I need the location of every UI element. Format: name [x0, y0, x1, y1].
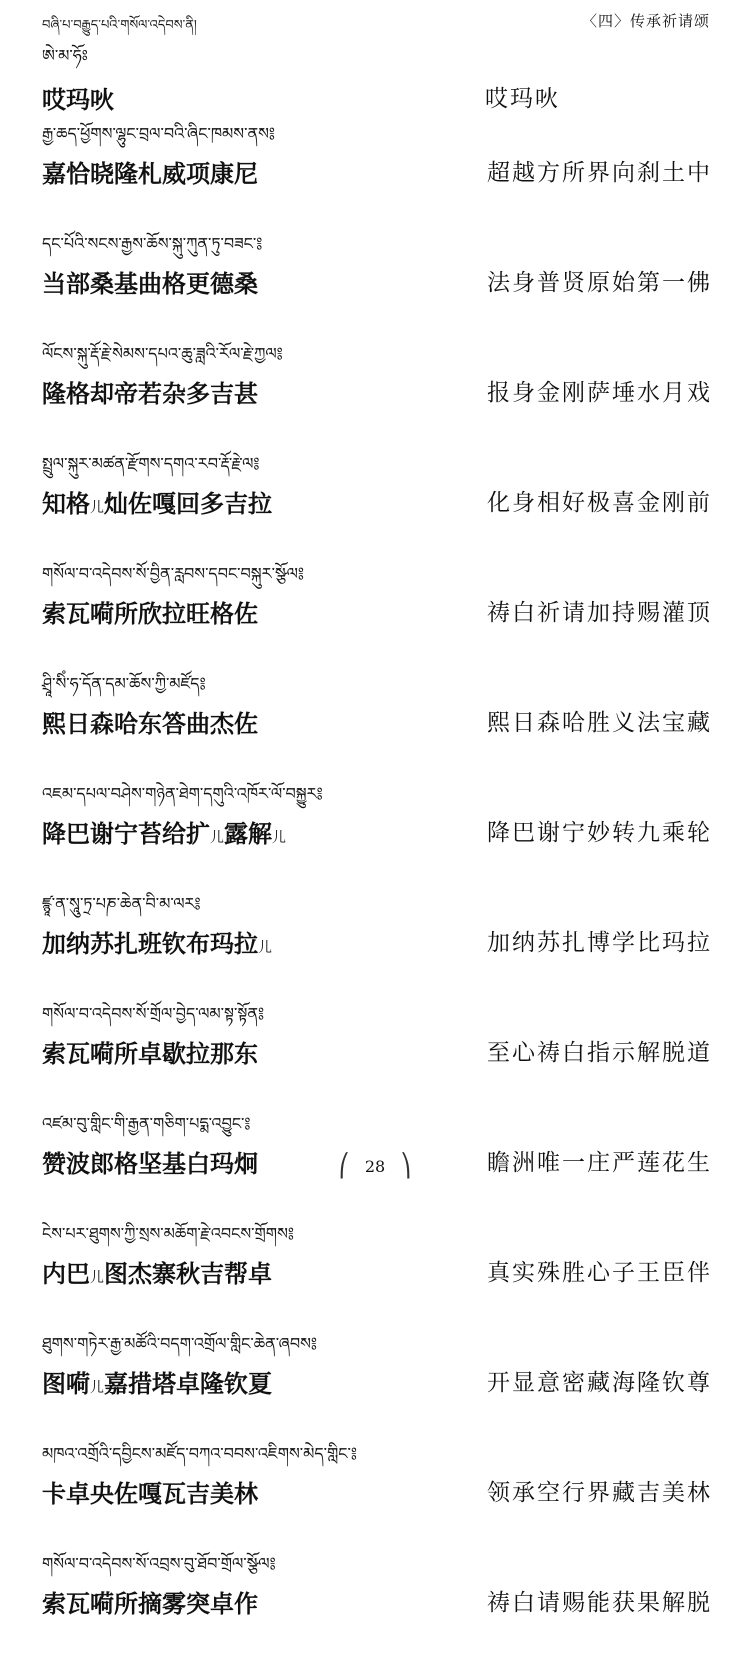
stanza: [42, 774, 712, 884]
page-header: [42, 10, 710, 34]
tibetan-line: གསོལ་བ་འདེབས་སོ་གྲོལ་བྱེད་ལམ་སྟ་སྟོན༔: [42, 1004, 265, 1023]
transliteration-text: 隆格却帝若杂多吉甚: [42, 380, 258, 408]
stanza: [42, 334, 712, 444]
transliteration-text: 赞波郎格坚基白玛炯: [42, 1150, 258, 1178]
transliteration-line: [42, 924, 272, 959]
transliteration-line: [42, 154, 258, 189]
chinese-translation: 至心祷白指示解脱道: [487, 1040, 712, 1066]
chinese-translation: 化身相好极喜金刚前: [487, 490, 712, 516]
transliteration-line: [42, 1584, 258, 1619]
transliteration-text: 索瓦嗬所摘雾突卓作: [42, 1590, 258, 1618]
stanza: [42, 1214, 712, 1324]
chinese-translation: 开显意密藏海隆钦尊: [487, 1370, 712, 1396]
tibetan-line: ཛྙཱ་ན་སཱུ་ཏྲ་པཎ་ཆེན་བི་མ་ལར༔: [42, 894, 201, 913]
transliteration-text: 降巴谢宁苔给扩: [42, 820, 210, 848]
chinese-translation: 哎玛吙: [485, 86, 560, 112]
page-number: 28: [364, 1157, 386, 1176]
stanza: [42, 664, 712, 774]
transliteration-text: 内巴: [42, 1260, 90, 1288]
tibetan-line: ཤྲཱི་སིཾ་ཧ་དོན་དམ་ཆོས་ཀྱི་མཛོད༔: [42, 674, 206, 693]
chinese-translation: 报身金刚萨埵水月戏: [487, 380, 712, 406]
retroflex-marker: 儿: [272, 830, 286, 846]
transliteration-text: 卡卓央佐嘎瓦吉美林: [42, 1480, 258, 1508]
chinese-translation: 法身普贤原始第一佛: [487, 270, 712, 296]
transliteration-text: 图杰寨秋吉帮卓: [104, 1260, 272, 1288]
transliteration-line: [42, 1364, 272, 1399]
stanza: [42, 554, 712, 664]
tibetan-line: དང་པོའི་སངས་རྒྱས་ཆོས་སྐུ་ཀུན་ཏུ་བཟང་༔: [42, 234, 263, 253]
chinese-translation: 瞻洲唯一庄严莲花生: [487, 1150, 712, 1176]
tibetan-line: མཁའ་འགྲོའི་དབྱིངས་མཛོད་བཀའ་བབས་འཇིགས་མེད་གླིང་༔: [42, 1444, 357, 1463]
stanza: [42, 1544, 712, 1654]
transliteration-text: 嘉恰晓隆札威项康尼: [42, 160, 258, 188]
chinese-translation: 熙日森哈胜义法宝藏: [487, 710, 712, 736]
retroflex-marker: 儿: [210, 830, 224, 846]
tibetan-line: ལོངས་སྐུ་རྡོ་རྗེ་སེམས་དཔའ་ཆུ་ཟླའི་རོལ་རྗེ་ཀྱལ༔: [42, 344, 283, 363]
stanza: [42, 884, 712, 994]
chinese-translation: 加纳苏扎博学比玛拉: [487, 930, 712, 956]
transliteration-line: [42, 484, 272, 519]
retroflex-marker: 儿: [90, 500, 104, 516]
header-chinese-title: 〈四〉传承祈请颂: [581, 12, 710, 30]
transliteration-line: [42, 1254, 272, 1289]
transliteration-text: 索瓦嗬所欣拉旺格佐: [42, 600, 258, 628]
chinese-translation: 祷白请赐能获果解脱: [487, 1590, 712, 1616]
tibetan-line: ངེས་པར་ཐུགས་ཀྱི་སྲས་མཆོག་རྗེ་འབངས་གྲོགས༔: [42, 1224, 294, 1243]
tibetan-line: ཐུགས་གཏེར་རྒྱ་མཚོའི་བདག་འགྲོལ་གླིང་ཆེན་ཞབས༔: [42, 1334, 317, 1353]
tibetan-line: རྒྱ་ཆད་ཕྱོགས་ལྷུང་བྲལ་བའི་ཞིང་ཁམས་ནས༔: [42, 124, 275, 143]
transliteration-text: 知格: [42, 490, 90, 518]
retroflex-marker: 儿: [90, 1270, 104, 1286]
tibetan-line: འཛམ་བུ་གླིང་གི་རྒྱན་གཅིག་པདྨ་འབྱུང་༔: [42, 1114, 251, 1133]
transliteration-line: [42, 1474, 258, 1509]
tibetan-line: སྤྲུལ་སྐུར་མཚན་རྫོགས་དགའ་རབ་རྡོ་རྗེ་ལ༔: [42, 454, 260, 473]
transliteration-line: [42, 264, 258, 299]
tibetan-line: འཇམ་དཔལ་བཤེས་གཉེན་ཐེག་དགུའི་འཁོར་ལོ་བསྐྱུར༔: [42, 784, 323, 803]
transliteration-line: [42, 1034, 258, 1069]
transliteration-text: 索瓦嗬所卓歇拉那东: [42, 1040, 258, 1068]
transliteration-text: 图嗬: [42, 1370, 90, 1398]
chinese-translation: 超越方所界向刹土中: [487, 160, 712, 186]
transliteration-text: 当部桑基曲格更德桑: [42, 270, 258, 298]
stanza: [42, 224, 712, 334]
retroflex-marker: 儿: [258, 940, 272, 956]
chinese-translation: 祷白祈请加持赐灌顶: [487, 600, 712, 626]
transliteration-line: 哎玛吙: [42, 86, 114, 114]
left-brace-ornament: ⎛: [338, 1154, 350, 1179]
transliteration-text: 加纳苏扎班钦布玛拉: [42, 930, 258, 958]
page-footer: [0, 1154, 750, 1179]
chinese-translation: 真实殊胜心子王臣伴: [487, 1260, 712, 1286]
tibetan-line: གསོལ་བ་འདེབས་སོ་བྱིན་རླབས་དབང་བསྐུར་སྩོལ༔: [42, 564, 304, 583]
stanza: [42, 114, 712, 224]
stanza: [42, 1324, 712, 1434]
transliteration-text: 灿佐嘎回多吉拉: [104, 490, 272, 518]
transliteration-line: [42, 814, 286, 849]
right-brace-ornament: ⎞: [400, 1154, 412, 1179]
transliteration-text: 露解: [224, 820, 272, 848]
transliteration-line: [42, 594, 258, 629]
chinese-translation: 领承空行界藏吉美林: [487, 1480, 712, 1506]
transliteration-line: [42, 704, 258, 739]
transliteration-line: [42, 374, 258, 409]
stanza: [42, 444, 712, 554]
stanza: [42, 1434, 712, 1544]
stanza: [42, 76, 712, 114]
opening-syllable: ཨེ་མ་ཧོཿ: [42, 46, 88, 65]
tibetan-line: གསོལ་བ་འདེབས་སོ་འབྲས་བུ་ཐོབ་གྲོལ་སྩོལ༔: [42, 1554, 276, 1573]
transliteration-text: 熙日森哈东答曲杰佐: [42, 710, 258, 738]
stanza: [42, 994, 712, 1104]
verse-list: [42, 76, 712, 1654]
header-tibetan-title: བཞི་པ་བརྒྱུད་པའི་གསོལ་འདེབས་ནི།: [42, 18, 197, 33]
transliteration-text: 嘉措塔卓隆钦夏: [104, 1370, 272, 1398]
retroflex-marker: 儿: [90, 1380, 104, 1396]
chinese-translation: 降巴谢宁妙转九乘轮: [487, 820, 712, 846]
